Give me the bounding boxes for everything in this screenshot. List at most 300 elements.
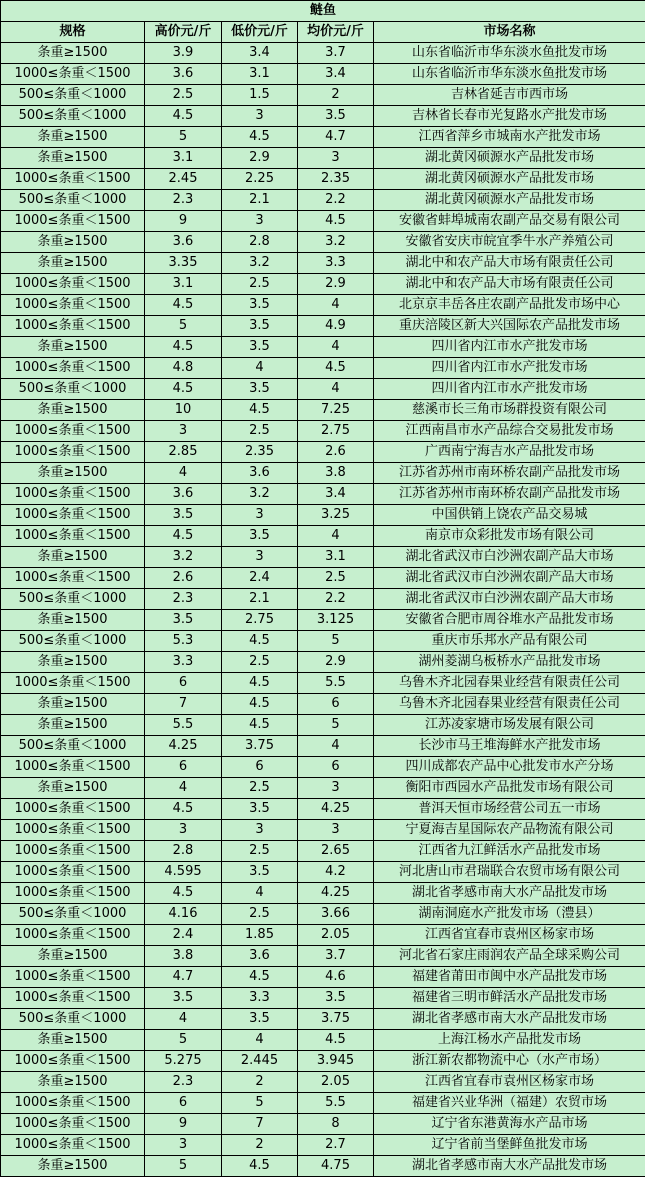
cell-low-price: 3 [222, 820, 298, 841]
cell-market-name: 湖北黄冈硕源水产品批发市场 [374, 169, 645, 190]
cell-avg-price: 8 [298, 1114, 374, 1135]
cell-spec: 1000≤条重＜1500 [1, 1051, 145, 1072]
cell-low-price: 3.5 [222, 862, 298, 883]
table-row [1, 1051, 645, 1072]
cell-spec: 条重≥1500 [1, 463, 145, 484]
cell-low-price: 4 [222, 358, 298, 379]
cell-low-price: 3.6 [222, 946, 298, 967]
cell-spec: 1000≤条重＜1500 [1, 757, 145, 778]
cell-market-name: 衡阳市西园水产品批发市场有限公司 [374, 778, 645, 799]
cell-low-price: 4.5 [222, 631, 298, 652]
cell-avg-price: 4.5 [298, 1030, 374, 1051]
cell-high-price: 4.5 [145, 379, 222, 400]
cell-market-name: 福建省莆田市闽中水产品批发市场 [374, 967, 645, 988]
cell-spec: 1000≤条重＜1500 [1, 1093, 145, 1114]
cell-low-price: 3.1 [222, 64, 298, 85]
cell-spec: 条重≥1500 [1, 1072, 145, 1093]
table-row [1, 1114, 645, 1135]
cell-avg-price: 6 [298, 757, 374, 778]
cell-high-price: 4.5 [145, 526, 222, 547]
cell-high-price: 4.5 [145, 883, 222, 904]
cell-high-price: 3 [145, 1135, 222, 1156]
cell-spec: 1000≤条重＜1500 [1, 358, 145, 379]
cell-spec: 1000≤条重＜1500 [1, 883, 145, 904]
cell-market-name: 慈溪市长三角市场群投资有限公司 [374, 400, 645, 421]
cell-high-price: 6 [145, 757, 222, 778]
cell-market-name: 四川成都农产品中心批发市水产分场 [374, 757, 645, 778]
cell-high-price: 6 [145, 1093, 222, 1114]
table-row [1, 337, 645, 358]
table-row [1, 211, 645, 232]
table-row [1, 484, 645, 505]
cell-low-price: 3.5 [222, 379, 298, 400]
cell-market-name: 湖北省孝感市南大水产品批发市场 [374, 883, 645, 904]
cell-market-name: 湖北黄冈硕源水产品批发市场 [374, 148, 645, 169]
cell-market-name: 长沙市马王堆海鲜水产批发市场 [374, 736, 645, 757]
cell-avg-price: 4 [298, 736, 374, 757]
cell-market-name: 福建省兴业华洲（福建）农贸市场 [374, 1093, 645, 1114]
cell-low-price: 2.5 [222, 652, 298, 673]
cell-avg-price: 4 [298, 526, 374, 547]
table-row [1, 967, 645, 988]
cell-spec: 条重≥1500 [1, 1030, 145, 1051]
cell-market-name: 浙江新农都物流中心（水产市场） [374, 1051, 645, 1072]
header-spec: 规格 [1, 22, 145, 43]
cell-spec: 1000≤条重＜1500 [1, 568, 145, 589]
cell-market-name: 上海江杨水产品批发市场 [374, 1030, 645, 1051]
cell-high-price: 3.1 [145, 148, 222, 169]
cell-avg-price: 3.66 [298, 904, 374, 925]
cell-spec: 1000≤条重＜1500 [1, 484, 145, 505]
cell-avg-price: 3.125 [298, 610, 374, 631]
cell-low-price: 3.6 [222, 463, 298, 484]
cell-market-name: 重庆涪陵区新大兴国际农产品批发市场 [374, 316, 645, 337]
cell-high-price: 2.5 [145, 85, 222, 106]
cell-low-price: 4.5 [222, 694, 298, 715]
cell-market-name: 重庆市乐邦水产品有限公司 [374, 631, 645, 652]
cell-market-name: 乌鲁木齐北园春果业经营有限责任公司 [374, 694, 645, 715]
cell-avg-price: 3.945 [298, 1051, 374, 1072]
cell-spec: 1000≤条重＜1500 [1, 841, 145, 862]
cell-high-price: 4.5 [145, 337, 222, 358]
cell-low-price: 3.2 [222, 253, 298, 274]
cell-low-price: 5 [222, 1093, 298, 1114]
cell-high-price: 3 [145, 421, 222, 442]
cell-avg-price: 4 [298, 379, 374, 400]
cell-high-price: 4.25 [145, 736, 222, 757]
cell-high-price: 3.6 [145, 232, 222, 253]
cell-avg-price: 7.25 [298, 400, 374, 421]
cell-avg-price: 3.4 [298, 64, 374, 85]
table-row [1, 568, 645, 589]
cell-avg-price: 3 [298, 148, 374, 169]
cell-low-price: 2 [222, 1072, 298, 1093]
cell-high-price: 5.5 [145, 715, 222, 736]
cell-avg-price: 4.75 [298, 1156, 374, 1177]
cell-spec: 1000≤条重＜1500 [1, 1135, 145, 1156]
cell-spec: 500≤条重＜1000 [1, 190, 145, 211]
cell-avg-price: 3.7 [298, 43, 374, 64]
cell-spec: 500≤条重＜1000 [1, 589, 145, 610]
cell-market-name: 北京京丰岳各庄农副产品批发市场中心 [374, 295, 645, 316]
cell-market-name: 四川省内江市水产批发市场 [374, 379, 645, 400]
cell-low-price: 2.5 [222, 841, 298, 862]
table-row [1, 904, 645, 925]
cell-high-price: 6 [145, 673, 222, 694]
cell-spec: 1000≤条重＜1500 [1, 64, 145, 85]
cell-low-price: 3.75 [222, 736, 298, 757]
cell-spec: 条重≥1500 [1, 1156, 145, 1177]
cell-market-name: 普洱天恒市场经营公司五一市场 [374, 799, 645, 820]
cell-spec: 1000≤条重＜1500 [1, 862, 145, 883]
cell-spec: 1000≤条重＜1500 [1, 799, 145, 820]
table-row [1, 631, 645, 652]
cell-high-price: 3.5 [145, 505, 222, 526]
cell-market-name: 辽宁省东港黄海水产品市场 [374, 1114, 645, 1135]
cell-low-price: 2.5 [222, 274, 298, 295]
cell-low-price: 2.25 [222, 169, 298, 190]
header-row [1, 22, 645, 43]
table-row [1, 232, 645, 253]
table-row [1, 190, 645, 211]
cell-market-name: 吉林省长春市光复路水产批发市场 [374, 106, 645, 127]
cell-low-price: 7 [222, 1114, 298, 1135]
cell-avg-price: 5.5 [298, 1093, 374, 1114]
cell-avg-price: 3.3 [298, 253, 374, 274]
cell-market-name: 江苏凌家塘市场发展有限公司 [374, 715, 645, 736]
cell-low-price: 1.85 [222, 925, 298, 946]
cell-spec: 条重≥1500 [1, 148, 145, 169]
cell-low-price: 4 [222, 883, 298, 904]
cell-avg-price: 4.5 [298, 358, 374, 379]
table-row [1, 1072, 645, 1093]
cell-spec: 500≤条重＜1000 [1, 1009, 145, 1030]
cell-high-price: 4.7 [145, 967, 222, 988]
cell-market-name: 湖北省武汉市白沙洲农副产品大市场 [374, 589, 645, 610]
cell-high-price: 2.4 [145, 925, 222, 946]
cell-low-price: 2 [222, 1135, 298, 1156]
cell-high-price: 4 [145, 463, 222, 484]
table-row [1, 106, 645, 127]
cell-spec: 条重≥1500 [1, 43, 145, 64]
table-row [1, 589, 645, 610]
table-row [1, 421, 645, 442]
cell-market-name: 安徽省合肥市周谷堆水产品批发市场 [374, 610, 645, 631]
cell-high-price: 4.8 [145, 358, 222, 379]
cell-spec: 1000≤条重＜1500 [1, 442, 145, 463]
cell-low-price: 2.4 [222, 568, 298, 589]
cell-avg-price: 5 [298, 631, 374, 652]
cell-low-price: 4 [222, 1030, 298, 1051]
cell-avg-price: 3.75 [298, 1009, 374, 1030]
table-row [1, 673, 645, 694]
cell-market-name: 江西省萍乡市城南水产批发市场 [374, 127, 645, 148]
cell-market-name: 湖北中和农产品大市场有限责任公司 [374, 253, 645, 274]
table-row [1, 64, 645, 85]
cell-high-price: 4.5 [145, 295, 222, 316]
table-row [1, 883, 645, 904]
cell-high-price: 3.5 [145, 988, 222, 1009]
table-row [1, 547, 645, 568]
cell-high-price: 9 [145, 1114, 222, 1135]
cell-market-name: 湖北省孝感市南大水产品批发市场 [374, 1009, 645, 1030]
table-row [1, 463, 645, 484]
cell-avg-price: 4 [298, 337, 374, 358]
cell-avg-price: 2.35 [298, 169, 374, 190]
cell-spec: 1000≤条重＜1500 [1, 211, 145, 232]
table-row [1, 169, 645, 190]
cell-spec: 500≤条重＜1000 [1, 631, 145, 652]
cell-avg-price: 3 [298, 778, 374, 799]
cell-high-price: 9 [145, 211, 222, 232]
cell-spec: 条重≥1500 [1, 610, 145, 631]
cell-market-name: 四川省内江市水产批发市场 [374, 337, 645, 358]
cell-high-price: 4 [145, 1009, 222, 1030]
cell-avg-price: 6 [298, 694, 374, 715]
table-row [1, 1093, 645, 1114]
title-row [1, 1, 645, 22]
table-row [1, 1009, 645, 1030]
cell-market-name: 安徽省蚌埠城南农副产品交易有限公司 [374, 211, 645, 232]
table-row [1, 1135, 645, 1156]
cell-market-name: 乌鲁木齐北园春果业经营有限责任公司 [374, 673, 645, 694]
cell-low-price: 3.3 [222, 988, 298, 1009]
table-row [1, 1030, 645, 1051]
cell-avg-price: 2.2 [298, 589, 374, 610]
cell-avg-price: 3.5 [298, 988, 374, 1009]
cell-high-price: 7 [145, 694, 222, 715]
cell-spec: 500≤条重＜1000 [1, 904, 145, 925]
table-row [1, 85, 645, 106]
table-row [1, 988, 645, 1009]
cell-spec: 1000≤条重＜1500 [1, 967, 145, 988]
cell-avg-price: 2.05 [298, 1072, 374, 1093]
cell-market-name: 南京市众彩批发市场有限公司 [374, 526, 645, 547]
table-row [1, 316, 645, 337]
cell-low-price: 3.4 [222, 43, 298, 64]
cell-high-price: 5 [145, 1156, 222, 1177]
cell-low-price: 2.8 [222, 232, 298, 253]
cell-high-price: 2.45 [145, 169, 222, 190]
cell-low-price: 3.5 [222, 316, 298, 337]
cell-low-price: 2.5 [222, 778, 298, 799]
cell-spec: 1000≤条重＜1500 [1, 295, 145, 316]
cell-market-name: 河北唐山市君瑞联合农贸市场有限公司 [374, 862, 645, 883]
cell-high-price: 4.5 [145, 799, 222, 820]
cell-avg-price: 3.4 [298, 484, 374, 505]
cell-market-name: 宁夏海吉星国际农产品物流有限公司 [374, 820, 645, 841]
cell-high-price: 5 [145, 1030, 222, 1051]
cell-low-price: 2.5 [222, 904, 298, 925]
cell-high-price: 3.5 [145, 610, 222, 631]
table-body [1, 43, 645, 1177]
cell-avg-price: 2.2 [298, 190, 374, 211]
table-row [1, 799, 645, 820]
table-title: 鲢鱼 [1, 1, 645, 22]
cell-high-price: 2.85 [145, 442, 222, 463]
cell-low-price: 3.5 [222, 1009, 298, 1030]
cell-high-price: 3.6 [145, 64, 222, 85]
header-high-price: 高价元/斤 [145, 22, 222, 43]
cell-spec: 条重≥1500 [1, 337, 145, 358]
cell-avg-price: 4.9 [298, 316, 374, 337]
cell-low-price: 3.2 [222, 484, 298, 505]
cell-high-price: 2.3 [145, 190, 222, 211]
cell-market-name: 湖北中和农产品大市场有限责任公司 [374, 274, 645, 295]
cell-avg-price: 5.5 [298, 673, 374, 694]
cell-market-name: 四川省内江市水产批发市场 [374, 358, 645, 379]
cell-spec: 1000≤条重＜1500 [1, 316, 145, 337]
table-row [1, 610, 645, 631]
cell-avg-price: 3.25 [298, 505, 374, 526]
cell-market-name: 江西省宜春市袁州区杨家市场 [374, 925, 645, 946]
cell-avg-price: 4.7 [298, 127, 374, 148]
cell-avg-price: 3.8 [298, 463, 374, 484]
table-row [1, 736, 645, 757]
cell-high-price: 10 [145, 400, 222, 421]
cell-avg-price: 4.5 [298, 211, 374, 232]
cell-low-price: 2.9 [222, 148, 298, 169]
cell-high-price: 3.6 [145, 484, 222, 505]
cell-spec: 1000≤条重＜1500 [1, 673, 145, 694]
cell-market-name: 江苏省苏州市南环桥农副产品批发市场 [374, 463, 645, 484]
table-row [1, 400, 645, 421]
cell-high-price: 2.3 [145, 1072, 222, 1093]
cell-spec: 条重≥1500 [1, 778, 145, 799]
cell-high-price: 4 [145, 778, 222, 799]
cell-high-price: 3.8 [145, 946, 222, 967]
table-row [1, 841, 645, 862]
cell-low-price: 4.5 [222, 127, 298, 148]
cell-low-price: 3.5 [222, 295, 298, 316]
cell-low-price: 4.5 [222, 967, 298, 988]
cell-market-name: 江西南昌市水产品综合交易批发市场 [374, 421, 645, 442]
cell-market-name: 吉林省延吉市西市场 [374, 85, 645, 106]
cell-spec: 1000≤条重＜1500 [1, 820, 145, 841]
cell-avg-price: 2.6 [298, 442, 374, 463]
cell-low-price: 4.5 [222, 673, 298, 694]
table-row [1, 715, 645, 736]
cell-low-price: 2.75 [222, 610, 298, 631]
cell-low-price: 4.5 [222, 1156, 298, 1177]
table-row [1, 358, 645, 379]
cell-avg-price: 4 [298, 295, 374, 316]
table-row [1, 925, 645, 946]
cell-avg-price: 2.75 [298, 421, 374, 442]
cell-market-name: 江西省宜春市袁州区杨家市场 [374, 1072, 645, 1093]
cell-market-name: 山东省临沂市华东淡水鱼批发市场 [374, 43, 645, 64]
table-row [1, 694, 645, 715]
cell-high-price: 2.6 [145, 568, 222, 589]
cell-avg-price: 5 [298, 715, 374, 736]
table-row [1, 274, 645, 295]
table-row [1, 253, 645, 274]
table-row [1, 442, 645, 463]
cell-high-price: 3.9 [145, 43, 222, 64]
cell-avg-price: 3.7 [298, 946, 374, 967]
table-row [1, 148, 645, 169]
cell-market-name: 湖北黄冈硕源水产品批发市场 [374, 190, 645, 211]
cell-high-price: 3 [145, 820, 222, 841]
cell-spec: 条重≥1500 [1, 547, 145, 568]
cell-spec: 1000≤条重＜1500 [1, 1114, 145, 1135]
cell-high-price: 4.16 [145, 904, 222, 925]
cell-market-name: 河北省石家庄雨润农产品全球采购公司 [374, 946, 645, 967]
cell-avg-price: 2.7 [298, 1135, 374, 1156]
table-row [1, 295, 645, 316]
header-avg-price: 均价元/斤 [298, 22, 374, 43]
cell-low-price: 3.5 [222, 526, 298, 547]
cell-spec: 1000≤条重＜1500 [1, 505, 145, 526]
cell-low-price: 3.5 [222, 337, 298, 358]
cell-avg-price: 3.2 [298, 232, 374, 253]
cell-market-name: 江西省九江鲜活水产品批发市场 [374, 841, 645, 862]
cell-avg-price: 3.5 [298, 106, 374, 127]
cell-market-name: 湖南洞庭水产批发市场（澧县） [374, 904, 645, 925]
cell-spec: 条重≥1500 [1, 253, 145, 274]
cell-spec: 500≤条重＜1000 [1, 379, 145, 400]
cell-avg-price: 4.6 [298, 967, 374, 988]
cell-low-price: 3 [222, 505, 298, 526]
header-low-price: 低价元/斤 [222, 22, 298, 43]
table-row [1, 946, 645, 967]
cell-low-price: 2.5 [222, 421, 298, 442]
table-row [1, 43, 645, 64]
cell-avg-price: 4.25 [298, 799, 374, 820]
cell-avg-price: 2.65 [298, 841, 374, 862]
cell-high-price: 3.2 [145, 547, 222, 568]
table-row [1, 505, 645, 526]
cell-high-price: 5.3 [145, 631, 222, 652]
cell-spec: 条重≥1500 [1, 400, 145, 421]
cell-market-name: 广西南宁海吉水产品批发市场 [374, 442, 645, 463]
cell-low-price: 2.35 [222, 442, 298, 463]
cell-market-name: 福建省三明市鲜活水产品批发市场 [374, 988, 645, 1009]
cell-avg-price: 2.05 [298, 925, 374, 946]
cell-high-price: 5 [145, 127, 222, 148]
cell-high-price: 3.3 [145, 652, 222, 673]
table-row [1, 379, 645, 400]
cell-low-price: 1.5 [222, 85, 298, 106]
cell-spec: 1000≤条重＜1500 [1, 169, 145, 190]
cell-low-price: 2.445 [222, 1051, 298, 1072]
cell-high-price: 5 [145, 316, 222, 337]
cell-high-price: 3.1 [145, 274, 222, 295]
cell-market-name: 安徽省安庆市皖宜季牛水产养殖公司 [374, 232, 645, 253]
table-row [1, 526, 645, 547]
cell-spec: 条重≥1500 [1, 127, 145, 148]
cell-spec: 1000≤条重＜1500 [1, 421, 145, 442]
cell-market-name: 中国供销上饶农产品交易城 [374, 505, 645, 526]
cell-low-price: 2.1 [222, 190, 298, 211]
cell-avg-price: 2.9 [298, 274, 374, 295]
cell-high-price: 2.3 [145, 589, 222, 610]
cell-avg-price: 2.5 [298, 568, 374, 589]
cell-spec: 条重≥1500 [1, 715, 145, 736]
cell-spec: 1000≤条重＜1500 [1, 925, 145, 946]
cell-spec: 500≤条重＜1000 [1, 85, 145, 106]
cell-high-price: 3.35 [145, 253, 222, 274]
cell-market-name: 山东省临沂市华东淡水鱼批发市场 [374, 64, 645, 85]
cell-market-name: 江苏省苏州市南环桥农副产品批发市场 [374, 484, 645, 505]
cell-high-price: 5.275 [145, 1051, 222, 1072]
cell-spec: 1000≤条重＜1500 [1, 526, 145, 547]
cell-low-price: 3 [222, 547, 298, 568]
cell-spec: 500≤条重＜1000 [1, 106, 145, 127]
cell-low-price: 6 [222, 757, 298, 778]
table-row [1, 127, 645, 148]
table-row [1, 862, 645, 883]
